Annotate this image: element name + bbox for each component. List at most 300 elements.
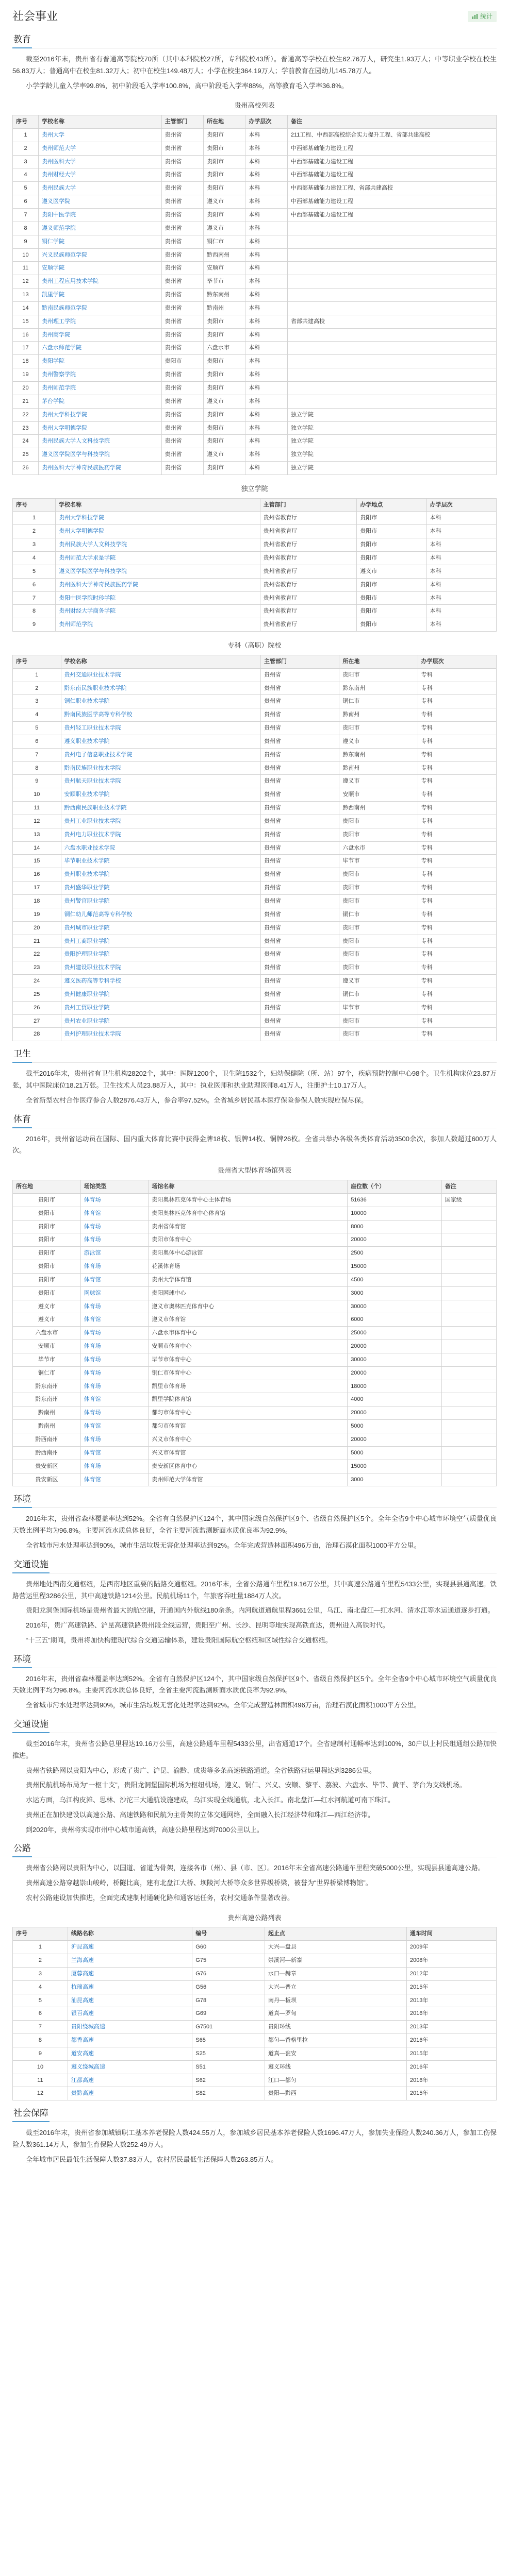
table-link[interactable]: 贵州建设职业技术学院 (64, 964, 121, 971)
table-link[interactable]: 贵州电子信息职业技术学院 (64, 751, 133, 758)
table-cell: 贵阳市 (357, 525, 426, 538)
table-link[interactable]: 厦蓉高速 (71, 1970, 94, 1977)
table-cell: 贵阳—黔西 (265, 2087, 406, 2100)
table-link[interactable]: 六盘水职业技术学院 (64, 844, 116, 851)
table-link[interactable]: 贵州农业职业学院 (64, 1018, 110, 1024)
table-link[interactable]: 体育馆 (84, 1316, 101, 1323)
table-header-row (13, 655, 497, 668)
table-cell: 20 (13, 921, 61, 935)
table-row (13, 421, 497, 435)
table-link[interactable]: 贵州师范大学求是学院 (59, 555, 116, 561)
table-cell: 独立学院 (287, 462, 496, 475)
table-link[interactable]: 贵阳学院 (42, 358, 64, 365)
table-cell (287, 262, 496, 275)
table-cell (39, 355, 162, 368)
table-cell: 中西部基础能力建设工程 (287, 155, 496, 168)
table-row (13, 895, 497, 908)
table-link[interactable]: 贵州大学科技学院 (59, 515, 105, 521)
table-cell: 专科 (418, 695, 496, 708)
table-row (13, 342, 497, 355)
table-cell: 专科 (418, 908, 496, 921)
table-link[interactable]: 体育馆 (84, 1449, 101, 1456)
table-link[interactable]: 沪昆高速 (71, 1944, 94, 1951)
table-cell: 本科 (426, 578, 496, 591)
table-cell: 本科 (426, 565, 496, 578)
table-cell: 贵安新区 (13, 1473, 81, 1486)
table-cell (68, 1941, 192, 1954)
table-link[interactable]: 兰海高速 (71, 1957, 94, 1964)
table-link[interactable]: 体育场 (84, 1383, 101, 1389)
table-cell: 24 (13, 435, 39, 448)
section-transport-2 (12, 1717, 497, 1733)
table-caption-vocational: 专科（高职）院校 (227, 641, 282, 650)
table-link[interactable]: 贵州工贸职业学院 (64, 1004, 110, 1011)
table-link[interactable]: 贵州交通职业技术学院 (64, 671, 121, 678)
environment-paragraph: 2016年末，贵州省森林覆盖率达到52%。全省有自然保护区124个，其中国家级自然保护区9个、省级自然保护区5个。全年全省9个中心城市环境空气质量优良天数比例平均为96.8%。主要河流水质总体良好，全省主要河流监测断面水质优良率为92.9%。 (12, 1515, 497, 1535)
table-cell: 2008年 (406, 1954, 496, 1968)
table-link[interactable]: 黔南民族师范学院 (42, 304, 87, 311)
table-row (13, 315, 497, 328)
table-link[interactable]: 贵阳中医学院时珍学院 (59, 595, 116, 601)
table-cell: 专科 (418, 775, 496, 788)
table-cell (61, 682, 260, 695)
stadiums-table (12, 1180, 497, 1486)
table-row (13, 248, 497, 262)
table-row (13, 195, 497, 209)
table-header-cell: 备注 (441, 1180, 496, 1193)
table-link[interactable]: 贵州民族大学人文科技学院 (59, 541, 127, 548)
table-cell: 贵阳网球中心 (149, 1286, 348, 1300)
table-caption-independent: 独立学院 (241, 484, 268, 493)
table-link[interactable]: 贵阳护理职业学院 (64, 951, 110, 958)
table-cell: 本科 (245, 342, 287, 355)
table-link[interactable]: 贵州大学明德学院 (59, 528, 105, 535)
table-cell: 贵阳市 (357, 578, 426, 591)
table-cell (39, 275, 162, 289)
table-header-cell: 主管部门 (260, 498, 357, 512)
table-cell: 贵州省 (161, 222, 203, 235)
table-link[interactable]: 体育场 (84, 1196, 101, 1203)
table-link[interactable]: 凯里学院 (42, 292, 64, 298)
table-link[interactable]: 汕昆高速 (71, 1997, 94, 2004)
table-link[interactable]: 银百高速 (71, 2010, 94, 2017)
table-cell (80, 1193, 149, 1207)
table-link[interactable]: 贵州航天职业技术学院 (64, 778, 121, 785)
table-link[interactable]: 体育馆 (84, 1276, 101, 1283)
table-cell: 毕节市 (13, 1353, 81, 1366)
table-link[interactable]: 安顺学院 (42, 265, 64, 272)
table-link[interactable]: 贵黔高速 (71, 2090, 94, 2097)
table-cell: 贵阳市 (339, 668, 418, 682)
table-cell: 贵阳市 (204, 168, 245, 182)
table-link[interactable]: 网球馆 (84, 1290, 101, 1296)
stat-button[interactable] (468, 11, 497, 22)
table-cell: 兴义市体育馆 (149, 1446, 348, 1460)
table-cell (441, 1273, 496, 1286)
table-cell: 贵州省 (261, 761, 339, 775)
table-cell: 贵阳市 (204, 142, 245, 155)
table-link[interactable]: 体育场 (84, 1369, 101, 1376)
table-cell: 本科 (245, 182, 287, 195)
table-cell: 贵阳市 (13, 1233, 81, 1247)
table-cell: 江口—都匀 (265, 2074, 406, 2087)
table-link[interactable]: 黔西南民族职业技术学院 (64, 805, 127, 811)
table-cell: 贵州省教育厅 (260, 618, 357, 632)
table-link[interactable]: 贵州工程应用技术学院 (42, 278, 98, 285)
table-cell: 铜仁市 (339, 908, 418, 921)
table-link[interactable]: 体育场 (84, 1356, 101, 1363)
table-cell: 14 (13, 841, 61, 855)
table-cell (56, 605, 260, 618)
table-link[interactable]: 贵州电力职业技术学院 (64, 831, 121, 838)
table-cell: 专科 (418, 682, 496, 695)
table-cell: 贵州省 (161, 408, 203, 421)
table-link[interactable]: 黔东南民族职业技术学院 (64, 685, 127, 691)
table-cell: 本科 (245, 381, 287, 395)
table-cell: 贵阳市 (204, 328, 245, 342)
table-cell: 贵州省 (261, 682, 339, 695)
table-cell: 专科 (418, 975, 496, 988)
table-row (13, 1366, 497, 1380)
table-row (13, 841, 497, 855)
table-caption-stadiums: 贵州省大型体育场馆列表 (217, 1166, 291, 1175)
table-header-cell: 起止点 (265, 1927, 406, 1941)
table-link[interactable]: 贵州大学 (42, 131, 64, 138)
table-cell: 贵阳市 (13, 1260, 81, 1274)
table-cell: 贵安新区 (13, 1460, 81, 1473)
table-cell: 黔东南州 (339, 748, 418, 761)
table-cell: 2 (13, 525, 56, 538)
table-link[interactable]: 遵义医学院 (42, 198, 70, 205)
table-cell: 毕节市 (204, 275, 245, 289)
table-cell (56, 512, 260, 525)
table-cell: 贵州省 (261, 868, 339, 882)
table-link[interactable]: 贵州城市职业学院 (64, 924, 110, 931)
table-row (13, 682, 497, 695)
table-link[interactable]: 贵州财经大学商务学院 (59, 608, 116, 615)
table-cell: 23 (13, 421, 39, 435)
table-link[interactable]: 贵州健康职业学院 (64, 991, 110, 997)
table-row (13, 921, 497, 935)
table-link[interactable]: 贵阳中医学院 (42, 212, 76, 218)
table-link[interactable]: 贵州医科大学神奇民族医药学院 (42, 465, 121, 471)
table-caption-universities: 贵州高校列表 (234, 101, 275, 110)
table-cell (80, 1327, 149, 1340)
table-cell: 黔南州 (204, 301, 245, 315)
table-link[interactable]: 贵州民族大学 (42, 185, 76, 192)
table-cell (61, 868, 260, 882)
table-cell (61, 695, 260, 708)
table-cell (61, 895, 260, 908)
table-cell (56, 552, 260, 565)
table-row (13, 828, 497, 841)
table-link[interactable]: 体育场 (84, 1343, 101, 1350)
table-link[interactable]: 贵州护理职业技术学院 (64, 1031, 121, 1038)
table-link[interactable]: 贵州师范学院 (42, 384, 76, 391)
section-divider (12, 1507, 497, 1508)
transport-paragraph: 截至2016年末，贵州省公路总里程达19.16万公里，高速公路通车里程5433公里，出省通道17个。全省建制村通畅率达到100%，30户以上村民组通组公路加快推进。 (12, 1740, 497, 1759)
table-row (13, 1260, 497, 1274)
table-cell (56, 525, 260, 538)
table-link[interactable]: 遵义医学院医学与科技学院 (59, 568, 127, 574)
table-cell (56, 591, 260, 605)
table-cell (80, 1313, 149, 1327)
table-cell: 贵阳市 (339, 868, 418, 882)
table-row (13, 1014, 497, 1028)
table-cell: 51636 (348, 1193, 442, 1207)
table-cell: 贵州省 (261, 788, 339, 802)
table-link[interactable]: 安顺职业技术学院 (64, 791, 110, 798)
table-link[interactable]: 贵州大学明德学院 (42, 425, 87, 431)
table-cell: 贵州省 (161, 155, 203, 168)
table-row (13, 722, 497, 735)
table-cell: 专科 (418, 761, 496, 775)
section-title-transport: 交通设施 (12, 1717, 50, 1733)
table-cell: 25 (13, 448, 39, 462)
table-link[interactable]: 贵州大学科技学院 (42, 411, 87, 418)
table-cell: 毕节市 (339, 855, 418, 868)
table-link[interactable]: 道安高速 (71, 2050, 94, 2057)
table-cell: 27 (13, 1014, 61, 1028)
table-cell: S82 (192, 2087, 265, 2100)
table-link[interactable]: 体育场 (84, 1223, 101, 1230)
table-link[interactable]: 贵州医科大学 (42, 158, 76, 165)
table-cell (39, 395, 162, 408)
section-roads (12, 1841, 497, 1857)
table-link[interactable]: 贵州医科大学神奇民族医药学院 (59, 581, 139, 588)
table-link[interactable]: 体育场 (84, 1463, 101, 1469)
table-row (13, 1340, 497, 1353)
table-cell (39, 315, 162, 328)
table-cell: 本科 (245, 155, 287, 168)
table-row (13, 565, 497, 578)
section-title-sports: 体育 (12, 1112, 32, 1128)
table-link[interactable]: 都香高速 (71, 2037, 94, 2044)
table-cell: 2016年 (406, 2060, 496, 2074)
table-cell: 贵州省 (261, 895, 339, 908)
table-link[interactable]: 茅台学院 (42, 398, 64, 404)
table-link[interactable]: 兴义民族师范学院 (42, 251, 87, 258)
table-link[interactable]: 贵州师范学院 (59, 621, 93, 628)
table-cell (441, 1233, 496, 1247)
table-row (13, 591, 497, 605)
table-link[interactable]: 体育场 (84, 1236, 101, 1243)
table-cell (61, 882, 260, 895)
table-cell: 21 (13, 395, 39, 408)
table-link[interactable]: 贵州工业职业技术学院 (64, 818, 121, 824)
section-title-transport: 交通设施 (12, 1557, 50, 1573)
table-link[interactable]: 贵州师范大学 (42, 145, 76, 151)
table-link[interactable]: 遵义医药高等专科学校 (64, 978, 121, 985)
table-cell: 2015年 (406, 2087, 496, 2100)
table-row (13, 961, 497, 975)
table-link[interactable]: 体育场 (84, 1263, 101, 1270)
table-cell: 贵州省 (161, 435, 203, 448)
table-link[interactable]: 六盘水师范学院 (42, 345, 81, 351)
table-link[interactable]: 贵州理工学院 (42, 318, 76, 325)
table-cell (39, 435, 162, 448)
table-row (13, 435, 497, 448)
table-cell: 专科 (418, 988, 496, 1001)
table-cell (39, 262, 162, 275)
table-cell: 13 (13, 828, 61, 841)
table-row (13, 1473, 497, 1486)
table-cell (61, 722, 260, 735)
table-cell: 6000 (348, 1313, 442, 1327)
vocational-colleges-table (12, 655, 497, 1041)
table-cell: 本科 (245, 262, 287, 275)
table-cell: 贵阳市 (13, 1273, 81, 1286)
table-row (13, 209, 497, 222)
table-cell: 专科 (418, 815, 496, 828)
table-link[interactable]: 遵义职业技术学院 (64, 738, 110, 744)
table-link[interactable]: 贵州商学院 (42, 331, 70, 338)
table-link[interactable]: 黔南民族职业技术学院 (64, 765, 121, 771)
table-cell: 贵阳市 (339, 722, 418, 735)
table-cell: 贵阳市体育中心 (149, 1233, 348, 1247)
table-link[interactable]: 游泳馆 (84, 1250, 101, 1257)
table-cell (441, 1207, 496, 1220)
table-row (13, 775, 497, 788)
table-cell: 贵州省 (261, 961, 339, 975)
table-row (13, 802, 497, 815)
table-row (13, 128, 497, 142)
table-cell: 遵义市 (357, 565, 426, 578)
environment-paragraph: 全省城市污水处理率达到90%，城市生活垃圾无害化处理率达到92%。全年完成营造林面积496万亩，治理石漠化面积1000平方公里。 (26, 1701, 421, 1709)
table-link[interactable]: 遵义绕城高速 (71, 2063, 105, 2070)
table-cell: 水口—赫章 (265, 1967, 406, 1980)
table-cell: 12 (13, 2087, 68, 2100)
section-environment-2 (12, 1652, 497, 1668)
table-link[interactable]: 贵州轻工职业技术学院 (64, 725, 121, 732)
table-cell: 贵阳市 (204, 155, 245, 168)
table-cell: 贵阳市 (339, 1014, 418, 1028)
table-cell (80, 1406, 149, 1420)
table-cell (39, 448, 162, 462)
education-paragraph: 小学学龄儿童入学率99.8%，初中阶段毛入学率100.8%，高中阶段毛入学率88%，高等教育毛入学率36.8%。 (26, 81, 348, 90)
table-link[interactable]: 贵州盛华职业学院 (64, 885, 110, 891)
table-cell: 15000 (348, 1460, 442, 1473)
table-cell: 本科 (245, 421, 287, 435)
table-cell: 10000 (348, 1207, 442, 1220)
table-link[interactable]: 贵州民族大学人文科技学院 (42, 438, 110, 445)
table-cell: 贵阳奥体中心游泳馆 (149, 1247, 348, 1260)
table-link[interactable]: 铜仁职业技术学院 (64, 698, 110, 705)
table-cell (287, 222, 496, 235)
social-paragraph: 全年城市居民最低生活保障人数37.83万人，农村居民最低生活保障人数263.85万人。 (26, 2155, 278, 2163)
table-link[interactable]: 江都高速 (71, 2077, 94, 2083)
table-row (13, 355, 497, 368)
table-row (13, 1193, 497, 1207)
table-cell: 20000 (348, 1340, 442, 1353)
table-cell (80, 1380, 149, 1393)
table-cell: 贵州省 (261, 841, 339, 855)
table-row (13, 1380, 497, 1393)
table-link[interactable]: 体育场 (84, 1303, 101, 1310)
table-cell: 独立学院 (287, 435, 496, 448)
health-paragraph: 全省新型农村合作医疗参合人数2876.43万人，参合率97.52%。全省城乡居民基本医疗保险参保人数实现应保尽保。 (26, 1096, 368, 1104)
table-cell: 铜仁市 (13, 1366, 81, 1380)
table-cell (287, 368, 496, 382)
table-header-cell: 主管部门 (261, 655, 339, 668)
education-paragraph: 截至2016年末，贵州省有普通高等院校70所（其中本科院校27所，专科院校43所）。普通高等学校在校生62.76万人，研究生1.93万人；中等职业学校在校生56.83万人；普通高中在校生81.32万人；初中在校生149.48万人；小学在校生364.19万人；学前教育在园幼儿145.78万人。 (12, 55, 497, 75)
table-cell: 专科 (418, 748, 496, 761)
stat-button-label: 统计 (480, 13, 492, 20)
table-cell: 6 (13, 735, 61, 748)
table-cell: 贵州省 (161, 301, 203, 315)
table-cell: 本科 (245, 289, 287, 302)
table-cell (441, 1260, 496, 1274)
table-link[interactable]: 贵州警官职业学院 (64, 898, 110, 904)
table-link[interactable]: 体育馆 (84, 1210, 101, 1216)
table-cell: 遵义市 (13, 1313, 81, 1327)
table-cell: 3000 (348, 1286, 442, 1300)
table-link[interactable]: 体育场 (84, 1410, 101, 1416)
table-link[interactable]: 毕节职业技术学院 (64, 858, 110, 865)
table-cell: 11 (13, 802, 61, 815)
table-link[interactable]: 铜仁幼儿师范高等专科学校 (64, 911, 133, 918)
section-environment (12, 1492, 497, 1508)
table-link[interactable]: 贵州工商职业学院 (64, 938, 110, 944)
table-link[interactable]: 体育场 (84, 1330, 101, 1336)
table-row (13, 1327, 497, 1340)
table-cell: 17 (13, 342, 39, 355)
table-cell (441, 1340, 496, 1353)
table-link[interactable]: 贵州财经大学 (42, 172, 76, 178)
table-link[interactable]: 遵义师范学院 (42, 225, 76, 231)
table-cell: 本科 (426, 552, 496, 565)
section-social (12, 2106, 497, 2122)
table-row (13, 1247, 497, 1260)
table-cell: 黔西南州 (13, 1446, 81, 1460)
table-header-cell: 场馆名称 (149, 1180, 348, 1193)
table-cell: 贵州省 (161, 209, 203, 222)
table-link[interactable]: 铜仁学院 (42, 238, 64, 245)
table-link[interactable]: 贵州警察学院 (42, 371, 76, 378)
highways-table (12, 1927, 497, 2100)
table-row (13, 222, 497, 235)
table-cell: 贵阳市 (204, 408, 245, 421)
table-link[interactable]: 体育场 (84, 1436, 101, 1443)
table-cell: 遵义市 (204, 395, 245, 408)
table-row (13, 735, 497, 748)
table-cell: 7 (13, 591, 56, 605)
table-link[interactable]: 贵阳绕城高速 (71, 2024, 105, 2030)
table-link[interactable]: 体育馆 (84, 1423, 101, 1430)
table-cell: 都匀市体育馆 (149, 1420, 348, 1433)
section-title-roads: 公路 (12, 1841, 32, 1857)
table-link[interactable]: 杭瑞高速 (71, 1984, 94, 1990)
table-cell: 本科 (245, 168, 287, 182)
table-cell: 贵州省 (161, 275, 203, 289)
table-cell: 1 (13, 1941, 68, 1954)
table-link[interactable]: 黔南民族医学高等专科学校 (64, 711, 133, 718)
table-link[interactable]: 体育馆 (84, 1476, 101, 1483)
table-cell (61, 761, 260, 775)
table-link[interactable]: 贵州职业技术学院 (64, 871, 110, 878)
bar-chart-icon (472, 13, 478, 20)
table-row (13, 448, 497, 462)
table-cell: 19 (13, 908, 61, 921)
table-cell: 本科 (245, 128, 287, 142)
table-cell: 本科 (426, 538, 496, 552)
table-cell: 贵州省 (161, 142, 203, 155)
table-link[interactable]: 遵义医学院医学与科技学院 (42, 451, 110, 458)
table-cell: 3 (13, 155, 39, 168)
table-cell (39, 421, 162, 435)
table-cell: 9 (13, 235, 39, 248)
table-link[interactable]: 体育馆 (84, 1396, 101, 1403)
